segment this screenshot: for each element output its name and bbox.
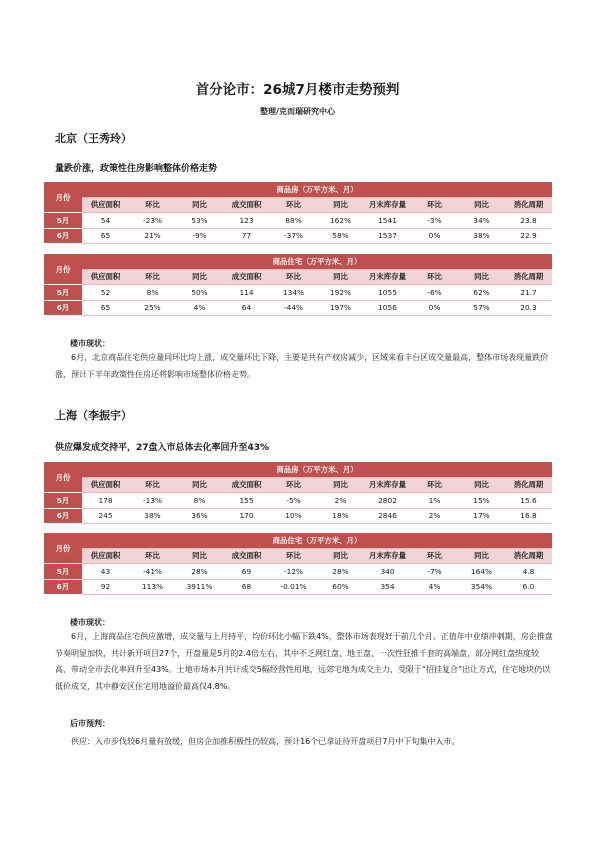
section-subtitle-shanghai: 供应爆发成交持平，27盘入市总体去化率回升至43%	[55, 443, 270, 453]
table-cell: 1%	[411, 493, 458, 509]
table-cell: 1541	[364, 213, 411, 229]
table-cell: 2802	[364, 493, 411, 509]
month-header: 月份	[44, 254, 82, 285]
column-header: 成交面积	[223, 477, 270, 493]
table-cell: 15%	[458, 493, 505, 509]
table-cell: 38%	[458, 228, 505, 244]
table-row	[44, 300, 552, 316]
row-month: 5月	[44, 285, 82, 301]
table-cell: 3911%	[176, 579, 223, 595]
table-cell: 113%	[129, 579, 176, 595]
table-cell: -13%	[129, 493, 176, 509]
column-header: 同比	[458, 269, 505, 285]
table-cell: -37%	[270, 228, 317, 244]
column-header: 同比	[176, 477, 223, 493]
section-heading-shanghai: 上海（李振宇）	[55, 409, 132, 422]
column-header: 消化周期	[505, 477, 552, 493]
table-cell: 52	[82, 285, 129, 301]
beijing-status-text: 6月，北京商品住宅供应量同环比均上涨，成交量环比下降，主要是共有产权房减少，区域来看丰台区成交量最高，整体市场表现量跌价涨，预计下半年政策性住房还将影响市场整体价格走势。	[55, 353, 549, 379]
page-title: 首分论市：26城7月楼市走势预判	[195, 82, 400, 98]
table-cell: 8%	[176, 493, 223, 509]
column-header: 成交面积	[223, 197, 270, 213]
shanghai-status-text: 6月，上海商品住宅供应激增，成交量与上月持平，均价环比小幅下跌4%，整体市场表现好于前几个月。正值年中业绩冲刺期，房企推盘节奏明显加快，共计新开项目27个，开盘量是5月的2.4倍左右，其中不乏网红盘、地王盘、一次性狂推千套的高端盘，部分网红盘热度较高，带动全市去化率回升至43%。土地市场本月共计成交5幅经营性用地，远郊宅地为成交主力，受限于“招挂复合”出让方式，住宅地块仍以低价成交，其中静安区住宅用地溢价最高仅4.8%。	[55, 632, 553, 691]
beijing-residential-table	[44, 254, 552, 316]
row-month: 6月	[44, 508, 82, 524]
table-cell: 20.3	[505, 300, 552, 316]
table-cell: 21.7	[505, 285, 552, 301]
column-header: 环比	[270, 477, 317, 493]
table-row	[44, 213, 552, 229]
column-header: 同比	[176, 269, 223, 285]
column-header: 供应面积	[82, 477, 129, 493]
table-cell: 34%	[458, 213, 505, 229]
table-cell: 2846	[364, 508, 411, 524]
column-header: 环比	[270, 197, 317, 213]
table-row	[44, 285, 552, 301]
page-subtitle: 整理/克而瑞研究中心	[260, 107, 335, 116]
month-header: 月份	[44, 462, 82, 493]
table-cell: 64	[223, 300, 270, 316]
row-month: 6月	[44, 300, 82, 316]
column-header: 同比	[317, 269, 364, 285]
table-cell: 60%	[317, 579, 364, 595]
table-cell: 21%	[129, 228, 176, 244]
table-cell: -44%	[270, 300, 317, 316]
table-cell: 197%	[317, 300, 364, 316]
table-cell: 77	[223, 228, 270, 244]
table-cell: 0%	[411, 300, 458, 316]
row-month: 6月	[44, 228, 82, 244]
column-header: 月末库存量	[364, 477, 411, 493]
column-header: 成交面积	[223, 548, 270, 564]
section-subtitle-beijing: 量跌价涨，政策性住房影响整体价格走势	[55, 164, 218, 174]
month-header: 月份	[44, 533, 82, 564]
row-month: 5月	[44, 213, 82, 229]
table-cell: 178	[82, 493, 129, 509]
table-cell: 92	[82, 579, 129, 595]
table-group-header: 商品住宅（万平方米、月）	[82, 254, 552, 269]
table-cell: 340	[364, 564, 411, 580]
table-cell: -7%	[411, 564, 458, 580]
table-cell: 58%	[317, 228, 364, 244]
beijing-commercial-table	[44, 182, 552, 244]
table-cell: 68	[223, 579, 270, 595]
table-cell: 4%	[176, 300, 223, 316]
table-row	[44, 228, 552, 244]
column-header: 同比	[317, 548, 364, 564]
table-cell: 1056	[364, 300, 411, 316]
table-cell: 28%	[176, 564, 223, 580]
table-cell: 8%	[129, 285, 176, 301]
table-cell: 1537	[364, 228, 411, 244]
table-cell: 25%	[129, 300, 176, 316]
table-group-header: 商品房（万平方米、月）	[82, 462, 552, 477]
table-cell: 4%	[411, 579, 458, 595]
table-cell: -5%	[270, 493, 317, 509]
table-cell: -0.01%	[270, 579, 317, 595]
row-month: 5月	[44, 564, 82, 580]
table-cell: 2%	[411, 508, 458, 524]
column-header: 供应面积	[82, 197, 129, 213]
shanghai-commercial-table	[44, 462, 552, 524]
table-row	[44, 564, 552, 580]
table-cell: 28%	[317, 564, 364, 580]
table-cell: 2%	[317, 493, 364, 509]
table-cell: -12%	[270, 564, 317, 580]
column-header: 环比	[129, 197, 176, 213]
table-cell: 17%	[458, 508, 505, 524]
table-cell: 65	[82, 228, 129, 244]
table-cell: 16.8	[505, 508, 552, 524]
table-cell: 134%	[270, 285, 317, 301]
table-cell: -23%	[129, 213, 176, 229]
column-header: 环比	[129, 477, 176, 493]
table-cell: 69	[223, 564, 270, 580]
table-cell: 245	[82, 508, 129, 524]
table-cell: 23.8	[505, 213, 552, 229]
column-header: 供应面积	[82, 269, 129, 285]
month-header: 月份	[44, 182, 82, 213]
table-cell: -6%	[411, 285, 458, 301]
table-cell: -3%	[411, 213, 458, 229]
table-cell: 62%	[458, 285, 505, 301]
table-cell: 0%	[411, 228, 458, 244]
column-header: 消化周期	[505, 269, 552, 285]
table-cell: 4.8	[505, 564, 552, 580]
table-row	[44, 579, 552, 595]
column-header: 同比	[176, 197, 223, 213]
table-cell: 65	[82, 300, 129, 316]
column-header: 消化周期	[505, 197, 552, 213]
table-cell: 38%	[129, 508, 176, 524]
column-header: 月末库存量	[364, 269, 411, 285]
row-month: 5月	[44, 493, 82, 509]
table-cell: 36%	[176, 508, 223, 524]
column-header: 环比	[411, 197, 458, 213]
column-header: 月末库存量	[364, 548, 411, 564]
column-header: 供应面积	[82, 548, 129, 564]
column-header: 成交面积	[223, 269, 270, 285]
shanghai-forecast-label: 后市预判：	[70, 719, 110, 728]
column-header: 同比	[176, 548, 223, 564]
table-cell: 15.6	[505, 493, 552, 509]
table-cell: 53%	[176, 213, 223, 229]
column-header: 环比	[270, 548, 317, 564]
table-group-header: 商品房（万平方米、月）	[82, 182, 552, 197]
table-cell: 18%	[317, 508, 364, 524]
table-cell: 88%	[270, 213, 317, 229]
table-cell: -41%	[129, 564, 176, 580]
shanghai-status-label: 楼市现状：	[70, 618, 110, 627]
table-cell: 1055	[364, 285, 411, 301]
column-header: 环比	[411, 269, 458, 285]
table-cell: 54	[82, 213, 129, 229]
table-cell: 123	[223, 213, 270, 229]
column-header: 同比	[317, 477, 364, 493]
column-header: 环比	[270, 269, 317, 285]
table-cell: 170	[223, 508, 270, 524]
row-month: 6月	[44, 579, 82, 595]
shanghai-residential-table	[44, 533, 552, 595]
column-header: 同比	[317, 197, 364, 213]
beijing-status-label: 楼市现状：	[70, 339, 110, 348]
table-cell: 155	[223, 493, 270, 509]
table-cell: 354	[364, 579, 411, 595]
table-cell: 354%	[458, 579, 505, 595]
table-cell: -9%	[176, 228, 223, 244]
table-row	[44, 508, 552, 524]
column-header: 同比	[458, 548, 505, 564]
table-cell: 6.0	[505, 579, 552, 595]
column-header: 月末库存量	[364, 197, 411, 213]
table-row	[44, 493, 552, 509]
table-cell: 192%	[317, 285, 364, 301]
column-header: 环比	[411, 548, 458, 564]
table-cell: 10%	[270, 508, 317, 524]
column-header: 环比	[411, 477, 458, 493]
table-cell: 43	[82, 564, 129, 580]
section-heading-beijing: 北京（王秀玲）	[55, 132, 132, 145]
column-header: 同比	[458, 197, 505, 213]
table-cell: 114	[223, 285, 270, 301]
table-cell: 57%	[458, 300, 505, 316]
column-header: 环比	[129, 269, 176, 285]
shanghai-forecast-text: 供应：入市步伐较6月量有放缓，但房企加推积极性仍较高，预计16个已拿证待开盘项目7月中下旬集中入市。	[71, 737, 460, 746]
column-header: 消化周期	[505, 548, 552, 564]
table-cell: 164%	[458, 564, 505, 580]
column-header: 同比	[458, 477, 505, 493]
table-cell: 22.9	[505, 228, 552, 244]
table-group-header: 商品住宅（万平方米、月）	[82, 533, 552, 548]
table-cell: 50%	[176, 285, 223, 301]
table-cell: 162%	[317, 213, 364, 229]
column-header: 环比	[129, 548, 176, 564]
